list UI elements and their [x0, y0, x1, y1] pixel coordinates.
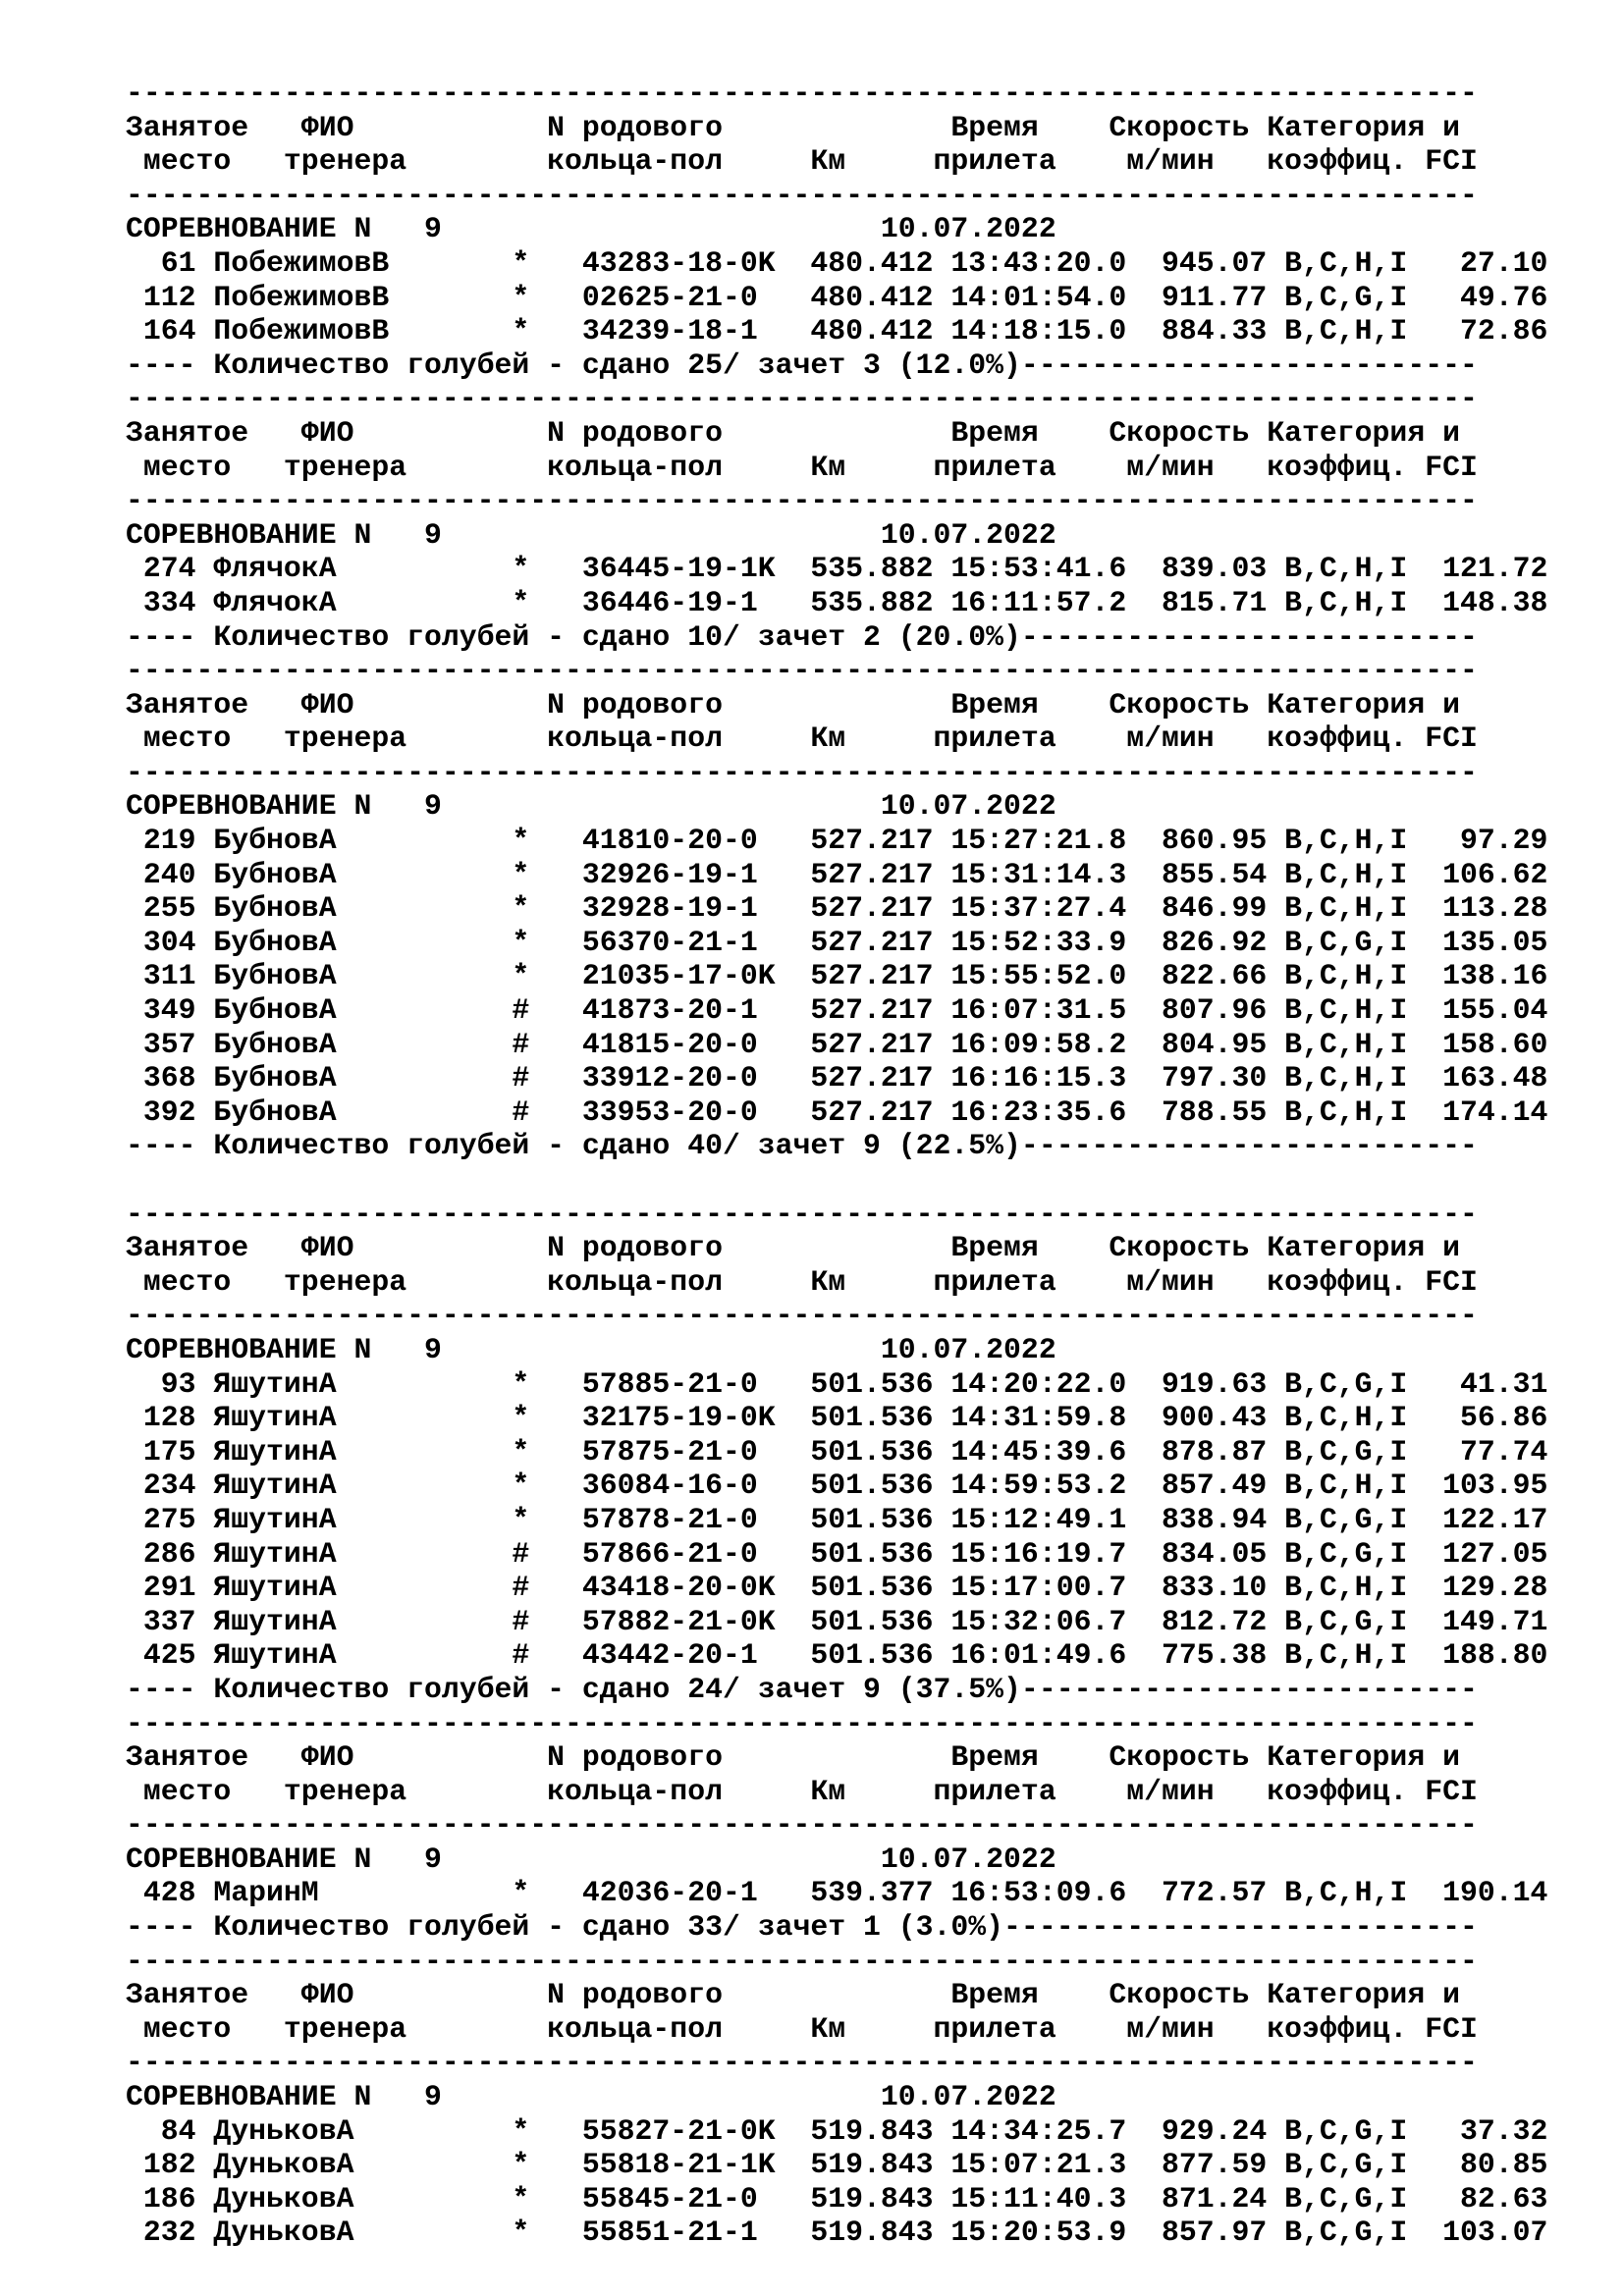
result-row: 425 ЯшутинА # 43442-20-1 501.536 16:01:49.6 775.38 B,C,H,I 188.80: [126, 1638, 1548, 1673]
section: [126, 1945, 1598, 2250]
column-header-row-2: место тренера кольца-пол Км прилета м/мин коэффиц. FCI: [126, 721, 1478, 756]
section: [126, 77, 1598, 382]
separator-line: -----------------------------------------------------------------------------: [126, 1299, 1478, 1333]
column-header-row-1: Занятое ФИО N родового Время Скорость Категория и: [126, 110, 1460, 144]
result-row: 164 ПобежимовВ * 34239-18-1 480.412 14:18:15.0 884.33 B,C,H,I 72.86: [126, 314, 1548, 348]
results-report: [126, 77, 1598, 2250]
column-header-row-2: место тренера кольца-пол Км прилета м/мин коэффиц. FCI: [126, 144, 1478, 179]
result-row: 428 МаринМ * 42036-20-1 539.377 16:53:09.6 772.57 B,C,H,I 190.14: [126, 1876, 1548, 1910]
result-row: 175 ЯшутинА * 57875-21-0 501.536 14:45:39.6 878.87 B,C,G,I 77.74: [126, 1434, 1548, 1468]
column-header-row-1: Занятое ФИО N родового Время Скорость Категория и: [126, 687, 1460, 721]
result-row: 274 ФлячокА * 36445-19-1K 535.882 15:53:41.6 839.03 B,C,H,I 121.72: [126, 552, 1548, 586]
result-row: 128 ЯшутинА * 32175-19-0K 501.536 14:31:59.8 900.43 B,C,H,I 56.86: [126, 1401, 1548, 1435]
separator-line: -----------------------------------------------------------------------------: [126, 1808, 1478, 1842]
column-header-row-2: место тренера кольца-пол Км прилета м/мин коэффиц. FCI: [126, 1774, 1478, 1808]
separator-line: -----------------------------------------------------------------------------: [126, 654, 1478, 688]
competition-label: СОРЕВНОВАНИЕ N 9 10.07.2022: [126, 517, 1056, 552]
separator-line: -----------------------------------------------------------------------------: [126, 755, 1478, 789]
section: [126, 382, 1598, 654]
result-row: 275 ЯшутинА * 57878-21-0 501.536 15:12:49.1 838.94 B,C,G,I 122.17: [126, 1502, 1548, 1536]
result-row: 357 БубновА # 41815-20-0 527.217 16:09:58.2 804.95 B,C,H,I 158.60: [126, 1027, 1548, 1061]
result-row: 334 ФлячокА * 36446-19-1 535.882 16:11:57.2 815.71 B,C,H,I 148.38: [126, 585, 1548, 619]
separator-line: -----------------------------------------------------------------------------: [126, 178, 1478, 212]
section-summary: ---- Количество голубей - сдано 25/ зачет 3 (12.0%)--------------------------: [126, 347, 1478, 382]
result-row: 304 БубновА * 56370-21-1 527.217 15:52:33.9 826.92 B,C,G,I 135.05: [126, 925, 1548, 959]
column-header-row-1: Занятое ФИО N родового Время Скорость Категория и: [126, 1978, 1460, 2012]
separator-line: -----------------------------------------------------------------------------: [126, 1197, 1478, 1231]
competition-label: СОРЕВНОВАНИЕ N 9 10.07.2022: [126, 2080, 1056, 2114]
section-summary: ---- Количество голубей - сдано 10/ зачет 2 (20.0%)--------------------------: [126, 619, 1478, 654]
result-row: 112 ПобежимовВ * 02625-21-0 480.412 14:01:54.0 911.77 B,C,G,I 49.76: [126, 280, 1548, 314]
separator-line: -----------------------------------------------------------------------------: [126, 77, 1478, 110]
page-gap: [126, 1163, 1598, 1198]
competition-label: СОРЕВНОВАНИЕ N 9 10.07.2022: [126, 1842, 1056, 1876]
result-row: 291 ЯшутинА # 43418-20-0K 501.536 15:17:00.7 833.10 B,C,H,I 129.28: [126, 1571, 1548, 1605]
section: [126, 1198, 1598, 1707]
result-row: 234 ЯшутинА * 36084-16-0 501.536 14:59:53.2 857.49 B,C,H,I 103.95: [126, 1468, 1548, 1503]
result-row: 286 ЯшутинА # 57866-21-0 501.536 15:16:19.7 834.05 B,C,G,I 127.05: [126, 1536, 1548, 1571]
result-row: 392 БубновА # 33953-20-0 527.217 16:23:35.6 788.55 B,C,H,I 174.14: [126, 1095, 1548, 1129]
result-row: 349 БубновА # 41873-20-1 527.217 16:07:31.5 807.96 B,C,H,I 155.04: [126, 993, 1548, 1028]
separator-line: -----------------------------------------------------------------------------: [126, 2046, 1478, 2080]
result-row: 182 ДуньковА * 55818-21-1K 519.843 15:07:21.3 877.59 B,C,G,I 80.85: [126, 2148, 1548, 2182]
result-row: 368 БубновА # 33912-20-0 527.217 16:16:15.3 797.30 B,C,H,I 163.48: [126, 1061, 1548, 1095]
result-row: 186 ДуньковА * 55845-21-0 519.843 15:11:40.3 871.24 B,C,G,I 82.63: [126, 2181, 1548, 2216]
result-row: 311 БубновА * 21035-17-0K 527.217 15:55:52.0 822.66 B,C,H,I 138.16: [126, 959, 1548, 993]
separator-line: -----------------------------------------------------------------------------: [126, 1706, 1478, 1740]
result-row: 240 БубновА * 32926-19-1 527.217 15:31:14.3 855.54 B,C,H,I 106.62: [126, 857, 1548, 891]
section-summary: ---- Количество голубей - сдано 40/ зачет 9 (22.5%)--------------------------: [126, 1129, 1478, 1163]
section-summary: ---- Количество голубей - сдано 24/ зачет 9 (37.5%)--------------------------: [126, 1672, 1478, 1706]
competition-label: СОРЕВНОВАНИЕ N 9 10.07.2022: [126, 212, 1056, 246]
separator-line: -----------------------------------------------------------------------------: [126, 484, 1478, 518]
competition-label: СОРЕВНОВАНИЕ N 9 10.07.2022: [126, 1332, 1056, 1366]
result-row: 84 ДуньковА * 55827-21-0K 519.843 14:34:25.7 929.24 B,C,G,I 37.32: [126, 2113, 1548, 2148]
column-header-row-1: Занятое ФИО N родового Время Скорость Категория и: [126, 415, 1460, 450]
separator-line: -----------------------------------------------------------------------------: [126, 382, 1478, 416]
result-row: 93 ЯшутинА * 57885-21-0 501.536 14:20:22.0 919.63 B,C,G,I 41.31: [126, 1366, 1548, 1401]
competition-label: СОРЕВНОВАНИЕ N 9 10.07.2022: [126, 789, 1056, 824]
column-header-row-1: Занятое ФИО N родового Время Скорость Категория и: [126, 1231, 1460, 1265]
section: [126, 654, 1598, 1163]
column-header-row-2: место тренера кольца-пол Км прилета м/мин коэффиц. FCI: [126, 1264, 1478, 1299]
column-header-row-2: место тренера кольца-пол Км прилета м/мин коэффиц. FCI: [126, 2011, 1478, 2046]
separator-line: -----------------------------------------------------------------------------: [126, 1944, 1478, 1978]
result-row: 232 ДуньковА * 55851-21-1 519.843 15:20:53.9 857.97 B,C,G,I 103.07: [126, 2216, 1548, 2250]
result-row: 255 БубновА * 32928-19-1 527.217 15:37:27.4 846.99 B,C,H,I 113.28: [126, 891, 1548, 926]
section: [126, 1707, 1598, 1945]
result-row: 61 ПобежимовВ * 43283-18-0K 480.412 13:43:20.0 945.07 B,C,H,I 27.10: [126, 245, 1548, 280]
column-header-row-1: Занятое ФИО N родового Время Скорость Категория и: [126, 1740, 1460, 1775]
column-header-row-2: место тренера кольца-пол Км прилета м/мин коэффиц. FCI: [126, 450, 1478, 484]
section-summary: ---- Количество голубей - сдано 33/ зачет 1 (3.0%)---------------------------: [126, 1910, 1478, 1945]
result-row: 337 ЯшутинА # 57882-21-0K 501.536 15:32:06.7 812.72 B,C,G,I 149.71: [126, 1604, 1548, 1638]
result-row: 219 БубновА * 41810-20-0 527.217 15:27:21.8 860.95 B,C,H,I 97.29: [126, 824, 1548, 858]
